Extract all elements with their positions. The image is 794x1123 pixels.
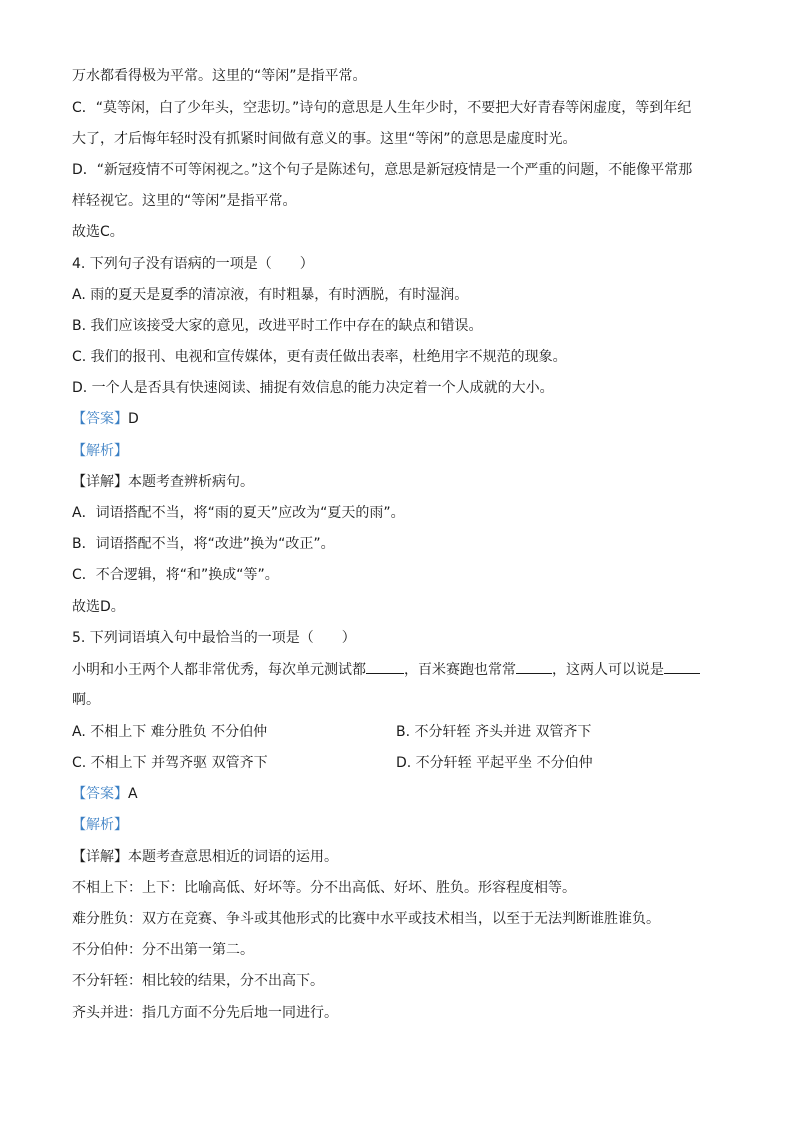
question-4-option-d: D. 一个人是否具有快速阅读、捕捉有效信息的能力决定着一个人成就的大小。 — [72, 380, 554, 396]
fill-blank — [664, 659, 700, 674]
analysis-tag: 【解析】 — [72, 817, 128, 833]
fill-blank — [516, 659, 552, 674]
conclusion: 故选C。 — [72, 224, 124, 240]
question-4-point-b: B．词语搭配不当，将“改进”换为“改正”。 — [72, 536, 335, 552]
detail-text: 本题考查意思相近的词语的运用。 — [128, 849, 338, 865]
question-4-point-c: C．不合逻辑，将“和”换成“等”。 — [72, 567, 279, 583]
option-c-explanation: C．“莫等闲，白了少年头，空悲切。”诗句的意思是人生年少时，不要把大好青春等闲虚度，等到年纪 — [72, 100, 692, 116]
question-5-sentence-end: 啊。 — [72, 692, 100, 708]
question-5-option-a: A. 不相上下 难分胜负 不分伯仲 — [72, 724, 268, 740]
question-5-sentence — [72, 659, 700, 679]
fill-blank — [366, 659, 404, 674]
question-4-stem: 4. 下列句子没有语病的一项是（ ） — [72, 256, 314, 272]
sentence-part: ，这两人可以说是 — [552, 662, 664, 678]
question-5-stem: 5. 下列词语填入句中最恰当的一项是（ ） — [72, 630, 356, 646]
question-4-option-b: B. 我们应该接受大家的意见，改进平时工作中存在的缺点和错误。 — [72, 318, 483, 334]
text-line: 万水都看得极为平常。这里的“等闲”是指平常。 — [72, 68, 367, 84]
question-4-analysis-tag — [72, 441, 128, 461]
detail-tag: 【详解】 — [72, 849, 128, 865]
question-4-conclusion: 故选D。 — [72, 599, 125, 615]
text-line: 样轻视它。这里的“等闲”是指平常。 — [72, 193, 297, 209]
question-5-answer — [72, 784, 138, 804]
text-line: 大了，才后悔年轻时没有抓紧时间做有意义的事。这里“等闲”的意思是虚度时光。 — [72, 131, 577, 147]
explanation-line: 不分伯仲：分不出第一第二。 — [72, 942, 254, 958]
question-5-option-b: B. 不分轩轾 齐头并进 双管齐下 — [396, 724, 592, 740]
answer-tag: 【答案】 — [72, 411, 128, 427]
question-4-option-c: C. 我们的报刊、电视和宣传媒体，更有责任做出表率，杜绝用字不规范的现象。 — [72, 349, 567, 365]
question-4-answer — [72, 409, 139, 429]
analysis-tag: 【解析】 — [72, 443, 128, 459]
explanation-line: 不分轩轾：相比较的结果，分不出高下。 — [72, 973, 324, 989]
sentence-part: 小明和小王两个人都非常优秀，每次单元测试都 — [72, 662, 366, 678]
question-4-option-a: A. 雨的夏天是夏季的清凉液，有时粗暴，有时洒脱，有时湿润。 — [72, 287, 469, 303]
question-4-detail — [72, 472, 254, 492]
answer-tag: 【答案】 — [72, 786, 128, 802]
detail-text: 本题考查辨析病句。 — [128, 474, 254, 490]
explanation-line: 齐头并进：指几方面不分先后地一同进行。 — [72, 1005, 338, 1021]
answer-value: A — [128, 786, 138, 802]
question-4-point-a: A．词语搭配不当，将“雨的夏天”应改为“夏天的雨”。 — [72, 505, 405, 521]
detail-tag: 【详解】 — [72, 474, 128, 490]
explanation-line: 不相上下：上下：比喻高低、好坏等。分不出高低、好坏、胜负。形容程度相等。 — [72, 880, 576, 896]
question-5-option-d: D. 不分轩轾 平起平坐 不分伯仲 — [396, 755, 593, 771]
sentence-part: ，百米赛跑也常常 — [404, 662, 516, 678]
answer-value: D — [128, 411, 139, 427]
option-d-explanation: D．“新冠疫情不可等闲视之。”这个句子是陈述句，意思是新冠疫情是一个严重的问题，不能像平常那 — [72, 162, 693, 178]
question-5-detail — [72, 847, 338, 867]
explanation-line: 难分胜负：双方在竞赛、争斗或其他形式的比赛中水平或技术相当，以至于无法判断谁胜谁负。 — [72, 911, 660, 927]
question-5-option-c: C. 不相上下 并驾齐驱 双管齐下 — [72, 755, 268, 771]
question-5-analysis-tag — [72, 815, 128, 835]
